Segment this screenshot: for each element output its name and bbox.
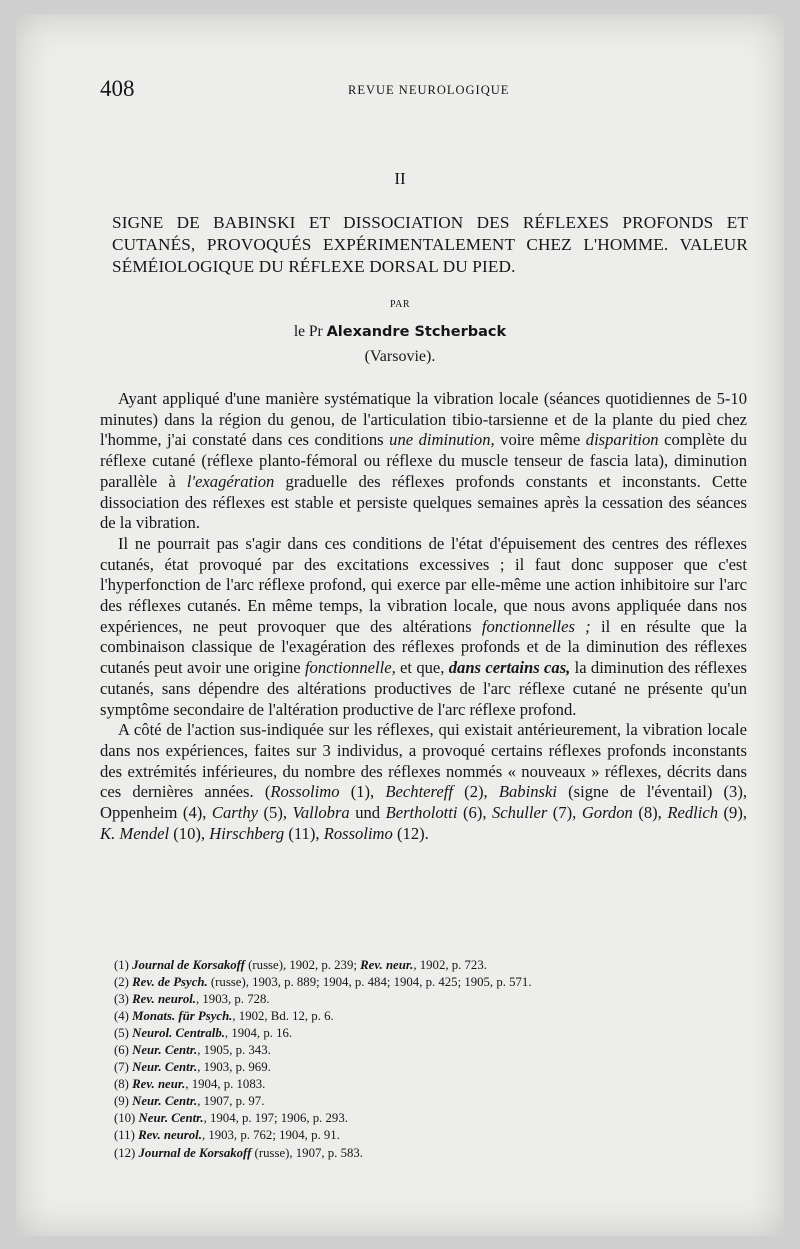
footnote: (12) Journal de Korsakoff (russe), 1907, p. 583. — [114, 1145, 363, 1160]
footnote: (1) Journal de Korsakoff (russe), 1902, p. 239; Rev. neur., 1902, p. 723. — [114, 958, 487, 972]
author-city: (Varsovie). — [364, 348, 436, 365]
footnote: (8) Rev. neur., 1904, p. 1083. — [114, 1077, 266, 1092]
document-page — [16, 14, 784, 1236]
paragraph-2: Il ne pourrait pas s'agir dans ces conditions de l'état d'épuisement des centres des réflexes cutanés, état provoqué par des excitations excessives ; il faut donc supposer que c'est l'hyperfonction de l'arc réflexe profond, qui exerce par elle-même une action inhibitoire sur l'arc des réflexes cutanés. En même temps, la vibration locale, que nous avons appliquée dans nos expériences, ne peut provoquer que des altérations fonctionnelles ; il en résulte que la combinaison classique de l'exagération des réflexes profonds et de la diminution des réflexes cutanés peut avoir une origine fonctionnelle, et que, dans certains cas, la diminution des réflexes cutanés, sans dépendre des altérations productives de l'arc réflexe cutané ne présente qu'un symptôme secondaire de l'altération productive de l'arc réflexe profond. — [100, 533, 747, 719]
page-number: 408 — [100, 76, 135, 101]
footnote: (11) Rev. neurol., 1903, p. 762; 1904, p. 91. — [114, 1128, 340, 1143]
footnote: (5) Neurol. Centralb., 1904, p. 16. — [114, 1026, 293, 1041]
footnote: (3) Rev. neurol., 1903, p. 728. — [114, 992, 270, 1007]
footnotes — [114, 957, 734, 1162]
footnote: (2) Rev. de Psych. (russe), 1903, p. 889; 1904, p. 484; 1904, p. 425; 1905, p. 571. — [114, 975, 532, 990]
footnote: (10) Neur. Centr., 1904, p. 197; 1906, p. 293. — [114, 1111, 348, 1126]
paragraph-1: Ayant appliqué d'une manière systématique la vibration locale (séances quotidiennes de 5-10 minutes) dans la région du genou, de l'articulation tibio-tarsienne et de la plante du pied chez l'homme, j'ai constaté dans ces conditions une diminution, voire même disparition complète du réflexe cutané (réflexe planto-fémoral ou réflexe du muscle tenseur de fascia lata), diminution parallèle à l'exagération graduelle des réflexes profonds constants et inconstants. Cette dissociation des réflexes est stable et persiste quelques semaines après la cessation des séances de la vibration. — [100, 389, 748, 533]
journal-title: REVUE NEUROLOGIQUE — [348, 83, 510, 97]
footnote: (6) Neur. Centr., 1905, p. 343. — [114, 1043, 271, 1058]
article-title: SIGNE DE BABINSKI ET DISSOCIATION DES RÉFLEXES PROFONDS ET CUTANÉS, PROVOQUÉS EXPÉRIMENTALEMENT CHEZ L'HOMME. VALEUR SÉMÉIOLOGIQUE DU RÉFLEXE DORSAL DU PIED. — [112, 213, 748, 276]
author-prefix: le Pr — [293, 323, 323, 340]
author-name: Alexandre Stcherback — [326, 324, 507, 340]
paragraph-3: A côté de l'action sus-indiquée sur les réflexes, qui existait antérieurement, la vibration locale dans nos expériences, faites sur 3 individus, a provoqué certains réflexes profonds inconstants des extrémités inférieures, du nombre des réflexes nommés « nouveaux » réflexes, décrits dans ces dernières années. (Rossolimo (1), Bechtereff (2), Babinski (signe de l'éventail) (3), Oppenheim (4), Carthy (5), Vallobra und Bertholotti (6), Schuller (7), Gordon (8), Redlich (9), K. Mendel (10), Hirschberg (11), Rossolimo (12). — [100, 720, 748, 843]
section-number: II — [394, 169, 406, 188]
article-body — [100, 389, 747, 844]
footnote: (4) Monats. für Psych., 1902, Bd. 12, p. 6. — [114, 1009, 334, 1024]
author-line — [16, 323, 784, 341]
footnote: (9) Neur. Centr., 1907, p. 97. — [114, 1094, 265, 1109]
footnote: (7) Neur. Centr., 1903, p. 969. — [114, 1060, 271, 1075]
by-line: PAR — [389, 299, 411, 310]
